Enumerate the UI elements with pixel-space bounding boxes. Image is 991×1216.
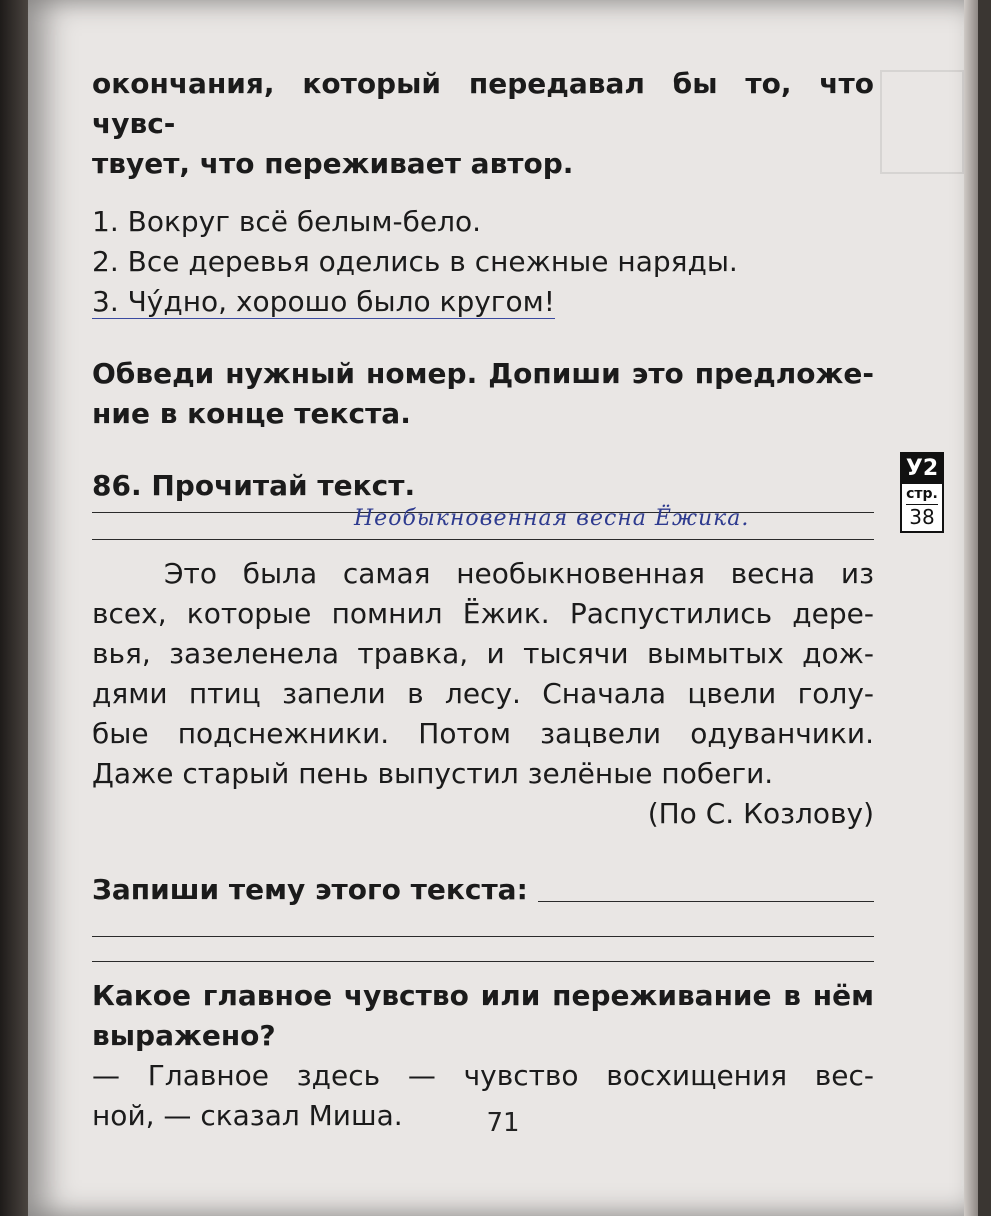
topic-answer-line-2[interactable] xyxy=(92,910,874,937)
answer-line-2: ной, — сказал Миша. xyxy=(92,1099,403,1132)
option-1[interactable]: 1. Вокруг всё белым-бело. xyxy=(92,205,481,238)
book-spine-shadow xyxy=(0,0,28,1216)
answer-line-1: — Главное здесь — чувство восхищения вес- xyxy=(92,1059,874,1092)
page-content xyxy=(92,64,874,1136)
intro-line-1: окончания, который передавал бы то, что чувс- xyxy=(92,67,874,140)
question-line-2: выражено? xyxy=(92,1019,276,1052)
option-2[interactable]: 2. Все деревья оделись в снежные наряды. xyxy=(92,245,738,278)
cross-reference-badge xyxy=(900,452,944,533)
text-line-2: всех, которые помнил Ёжик. Распустились дере- xyxy=(92,597,874,630)
title-answer-line-2[interactable] xyxy=(92,506,874,540)
text-line-4: дями птиц запели в лесу. Сначала цвели голу- xyxy=(92,677,874,710)
badge-page-label: стр. xyxy=(906,486,938,502)
text-line-5: бые подснежники. Потом зацвели одуванчики. xyxy=(92,717,874,750)
page-number: 71 xyxy=(486,1108,520,1138)
workbook-page xyxy=(28,0,978,1216)
topic-answer-line-3[interactable] xyxy=(92,937,874,962)
instruction-line-2: ние в конце текста. xyxy=(92,397,411,430)
text-line-3: вья, зазеленела травка, и тысячи вымытых дож- xyxy=(92,637,874,670)
handwritten-title: Необыкновенная весна Ёжика. xyxy=(354,506,750,531)
badge-label: У2 xyxy=(902,454,942,484)
text-line-1: Это была самая необыкновенная весна из xyxy=(164,557,874,590)
bleed-through-mark xyxy=(880,70,964,174)
option-3-row xyxy=(92,282,618,322)
task-86-heading: 86. Прочитай текст. xyxy=(92,469,416,502)
topic-prompt: Запиши тему этого текста: xyxy=(92,873,528,906)
question-line-1: Какое главное чувство или переживание в нём xyxy=(92,979,874,1012)
text-line-6: Даже старый пень выпустил зелёные побеги. xyxy=(92,757,774,790)
instruction-line-1: Обведи нужный номер. Допиши это предложе- xyxy=(92,357,874,390)
topic-row xyxy=(92,870,874,910)
intro-line-2: твует, что переживает автор. xyxy=(92,147,574,180)
page-edge xyxy=(964,0,978,1216)
badge-page-ref: 38 xyxy=(906,504,938,529)
text-source: (По С. Козлову) xyxy=(647,797,874,830)
topic-answer-line-1[interactable] xyxy=(538,901,874,902)
option-3[interactable]: 3. Чу́дно, хорошо было кругом! xyxy=(92,285,555,318)
